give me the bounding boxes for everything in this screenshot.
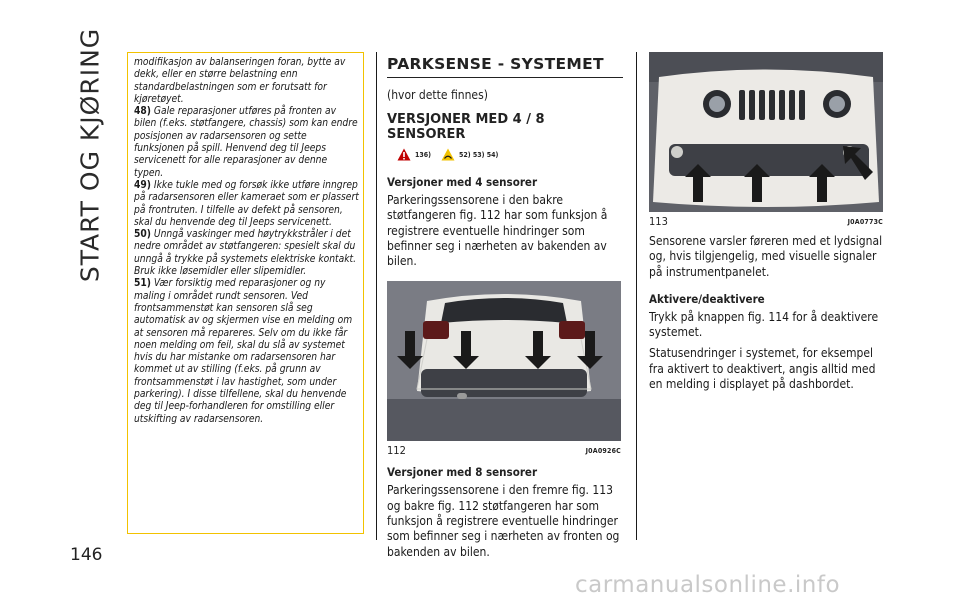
note-intro: modifikasjon av balanseringen foran, bytte av dekk, eller en større belastning enn standardbelastningen som er forutsatt for kjøretøyet. [134,57,346,105]
note-number: 48) [134,106,151,118]
paragraph-status-changes: Statusendringer i systemet, for eksempel fra aktivert to deaktivert, angis alltid med en melding i displayet på dashbordet. [649,346,876,392]
warning-triangle-icon [397,148,411,161]
heading-8-sensors: Versjoner med 8 sensorer [387,465,538,480]
section-heading: PARKSENSE - SYSTEMET [387,55,623,78]
warning-notes-box [127,52,364,534]
caution-refs: 52) 53) 54) [459,150,499,159]
heading-activate: Aktivere/deaktivere [649,291,765,306]
note-text: Ikke tukle med og forsøk ikke utføre inngrep på radarsensoren eller kameraet som er plassert på frontruten. I tilfelle av defekt på sensoren, skal du henvende deg til Jeeps servicenett. [134,179,359,228]
figure-front-bumper [649,52,883,212]
paragraph-4-sensors: Parkeringssensorene i den bakre støtfangeren fig. 112 har som funksjon å registrere eventuelle hindringer som befinner seg i nærheten av bakenden av bilen. [387,193,608,269]
paragraph-signals: Sensorene varsler føreren med et lydsignal og, hvis tilgjengelig, med visuelle signaler på instrumentpanelet. [649,234,883,279]
note-number: 50) [134,229,151,241]
front-car-image [649,52,883,212]
figure-caption [649,215,883,228]
note-text: Gale reparasjoner utføres på fronten av bilen (f.eks. støtfangere, chassis) som kan endre posisjonen av radarsensoren og sette funksjonen på spill. Henvend deg til Jeeps servicenett for alle reparasjoner av denne typen. [134,106,358,179]
note-49 [134,180,359,229]
note-50 [134,229,359,278]
page-number: 146 [70,545,103,565]
paragraph-8-sensors: Parkeringssensorene i den fremre fig. 113 og bakre fig. 112 støtfangeren har som funksjon å registrere eventuelle hindringer som befinner seg i nærheten av fronten og bakenden av bilen. [387,483,620,559]
subsection-heading: VERSJONER MED 4 / 8 SENSORER [387,112,545,142]
note-number: 49) [134,179,151,191]
column-divider [376,52,377,540]
column-parksense [387,52,627,560]
rear-car-image [387,281,621,441]
warning-ref: 136) [415,150,432,159]
note-51 [134,278,359,426]
section-title: START OG KJØRING [75,27,105,283]
column-parksense-cont [649,52,886,392]
figure-number: 112 [387,444,406,458]
reference-row [397,148,627,161]
note-48 [134,106,359,180]
note-text: Vær forsiktig med reparasjoner og ny maling i området rundt sensoren. Ved frontsammenstøt kan sensoren slå seg automatisk av og skjermen vise en melding om at sensoren må repareres. Selv om du ikke får noen melding om feil, skal du slå av systemet hvis du har mistanke om radarsensoren har kommet ut av stilling (f.eks. på grunn av frontsammenstøt i lav hastighet, som under parkering). I disse tilfellene, skal du henvende deg til Jeep-forhandleren for omstilling eller utskifting av radarsensoren. [134,278,353,425]
figure-caption [387,444,621,457]
column-divider [636,52,637,540]
figure-code: J0A0773C [847,217,883,226]
figure-rear-bumper [387,281,621,441]
note-text: Unngå vaskinger med høytrykkstråler i det nedre området av støtfangeren: spesielt skal du unngå å trykke på systemets elektriske kontakt. Bruk ikke løsemidler eller slipemidler. [134,229,357,278]
figure-code: J0A0926C [585,446,621,455]
watermark: carmanualsonline.info [575,572,841,598]
paragraph-press-button: Trykk på knappen fig. 114 for å deaktivere systemet. [649,309,879,340]
heading-4-sensors: Versjoner med 4 sensorer [387,175,538,189]
figure-number: 113 [649,215,668,228]
availability-note: (hvor dette finnes) [387,88,488,102]
caution-triangle-icon [441,148,455,161]
note-number: 51) [134,278,151,290]
section-tab [70,27,110,283]
